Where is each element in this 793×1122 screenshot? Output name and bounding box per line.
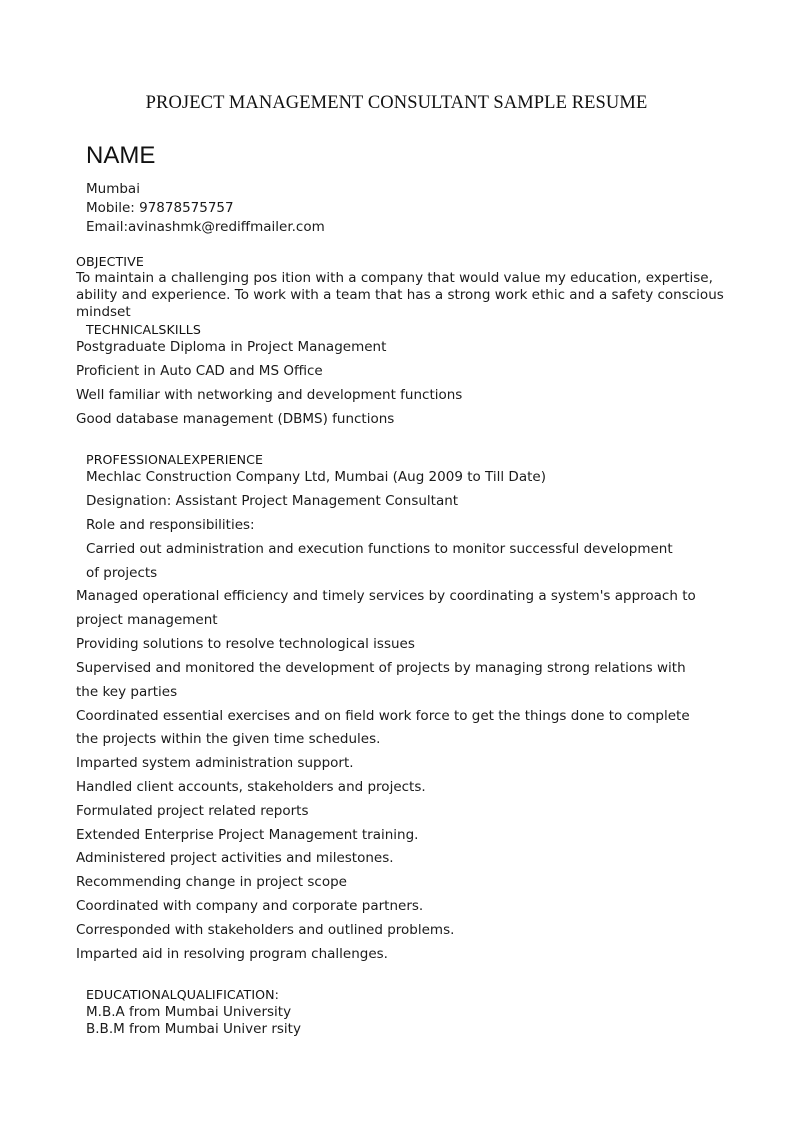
list-item: Recommending change in project scope: [76, 874, 347, 890]
experience-designation: Designation: Assistant Project Management Consultant: [86, 493, 459, 509]
skills-heading: TECHNICALSKILLS: [86, 322, 201, 337]
list-item: project management: [76, 612, 218, 628]
objective-text: To maintain a challenging pos ition with a company that would value my education, expertise, ability and experience. To work with a team that has a strong work ethic and a safety conscious mindset: [76, 270, 724, 320]
list-item: B.B.M from Mumbai Univer rsity: [86, 1021, 301, 1037]
list-item: Supervised and monitored the development of projects by managing strong relations with: [76, 660, 686, 676]
list-item: the projects within the given time schedules.: [76, 731, 381, 747]
list-item: Well familiar with networking and development functions: [76, 387, 463, 403]
list-item: Proficient in Auto CAD and MS Office: [76, 363, 323, 379]
list-item: the key parties: [76, 684, 178, 700]
experience-role-label: Role and responsibilities:: [86, 517, 255, 533]
objective-heading: OBJECTIVE: [76, 254, 144, 269]
list-item: Coordinated essential exercises and on field work force to get the things done to complete: [76, 708, 690, 724]
list-item: Administered project activities and milestones.: [76, 850, 394, 866]
list-item: Postgraduate Diploma in Project Management: [76, 339, 387, 355]
list-item: of projects: [86, 565, 158, 581]
list-item: Good database management (DBMS) functions: [76, 411, 395, 427]
contact-block: [86, 180, 325, 237]
experience-company: Mechlac Construction Company Ltd, Mumbai (Aug 2009 to Till Date): [86, 469, 546, 485]
list-item: Providing solutions to resolve technological issues: [76, 636, 415, 652]
list-item: Handled client accounts, stakeholders and projects.: [76, 779, 426, 795]
list-item: Coordinated with company and corporate partners.: [76, 898, 424, 914]
contact-email: Email:avinashmk@rediffmailer.com: [86, 219, 325, 235]
list-item: Corresponded with stakeholders and outlined problems.: [76, 922, 455, 938]
list-item: Imparted system administration support.: [76, 755, 354, 771]
contact-mobile: Mobile: 97878575757: [86, 200, 234, 216]
experience-heading: PROFESSIONALEXPERIENCE: [86, 452, 264, 467]
page-title: PROJECT MANAGEMENT CONSULTANT SAMPLE RESUME: [145, 93, 648, 113]
list-item: Extended Enterprise Project Management training.: [76, 827, 419, 843]
list-item: Carried out administration and execution functions to monitor successful development: [86, 541, 673, 557]
list-item: Imparted aid in resolving program challenges.: [76, 946, 388, 962]
education-heading: EDUCATIONALQUALIFICATION:: [86, 987, 280, 1002]
list-item: Formulated project related reports: [76, 803, 309, 819]
list-item: Managed operational efficiency and timely services by coordinating a system's approach to: [76, 588, 696, 604]
list-item: M.B.A from Mumbai University: [86, 1004, 292, 1020]
contact-city: Mumbai: [86, 181, 140, 197]
candidate-name: NAME: [86, 142, 156, 169]
